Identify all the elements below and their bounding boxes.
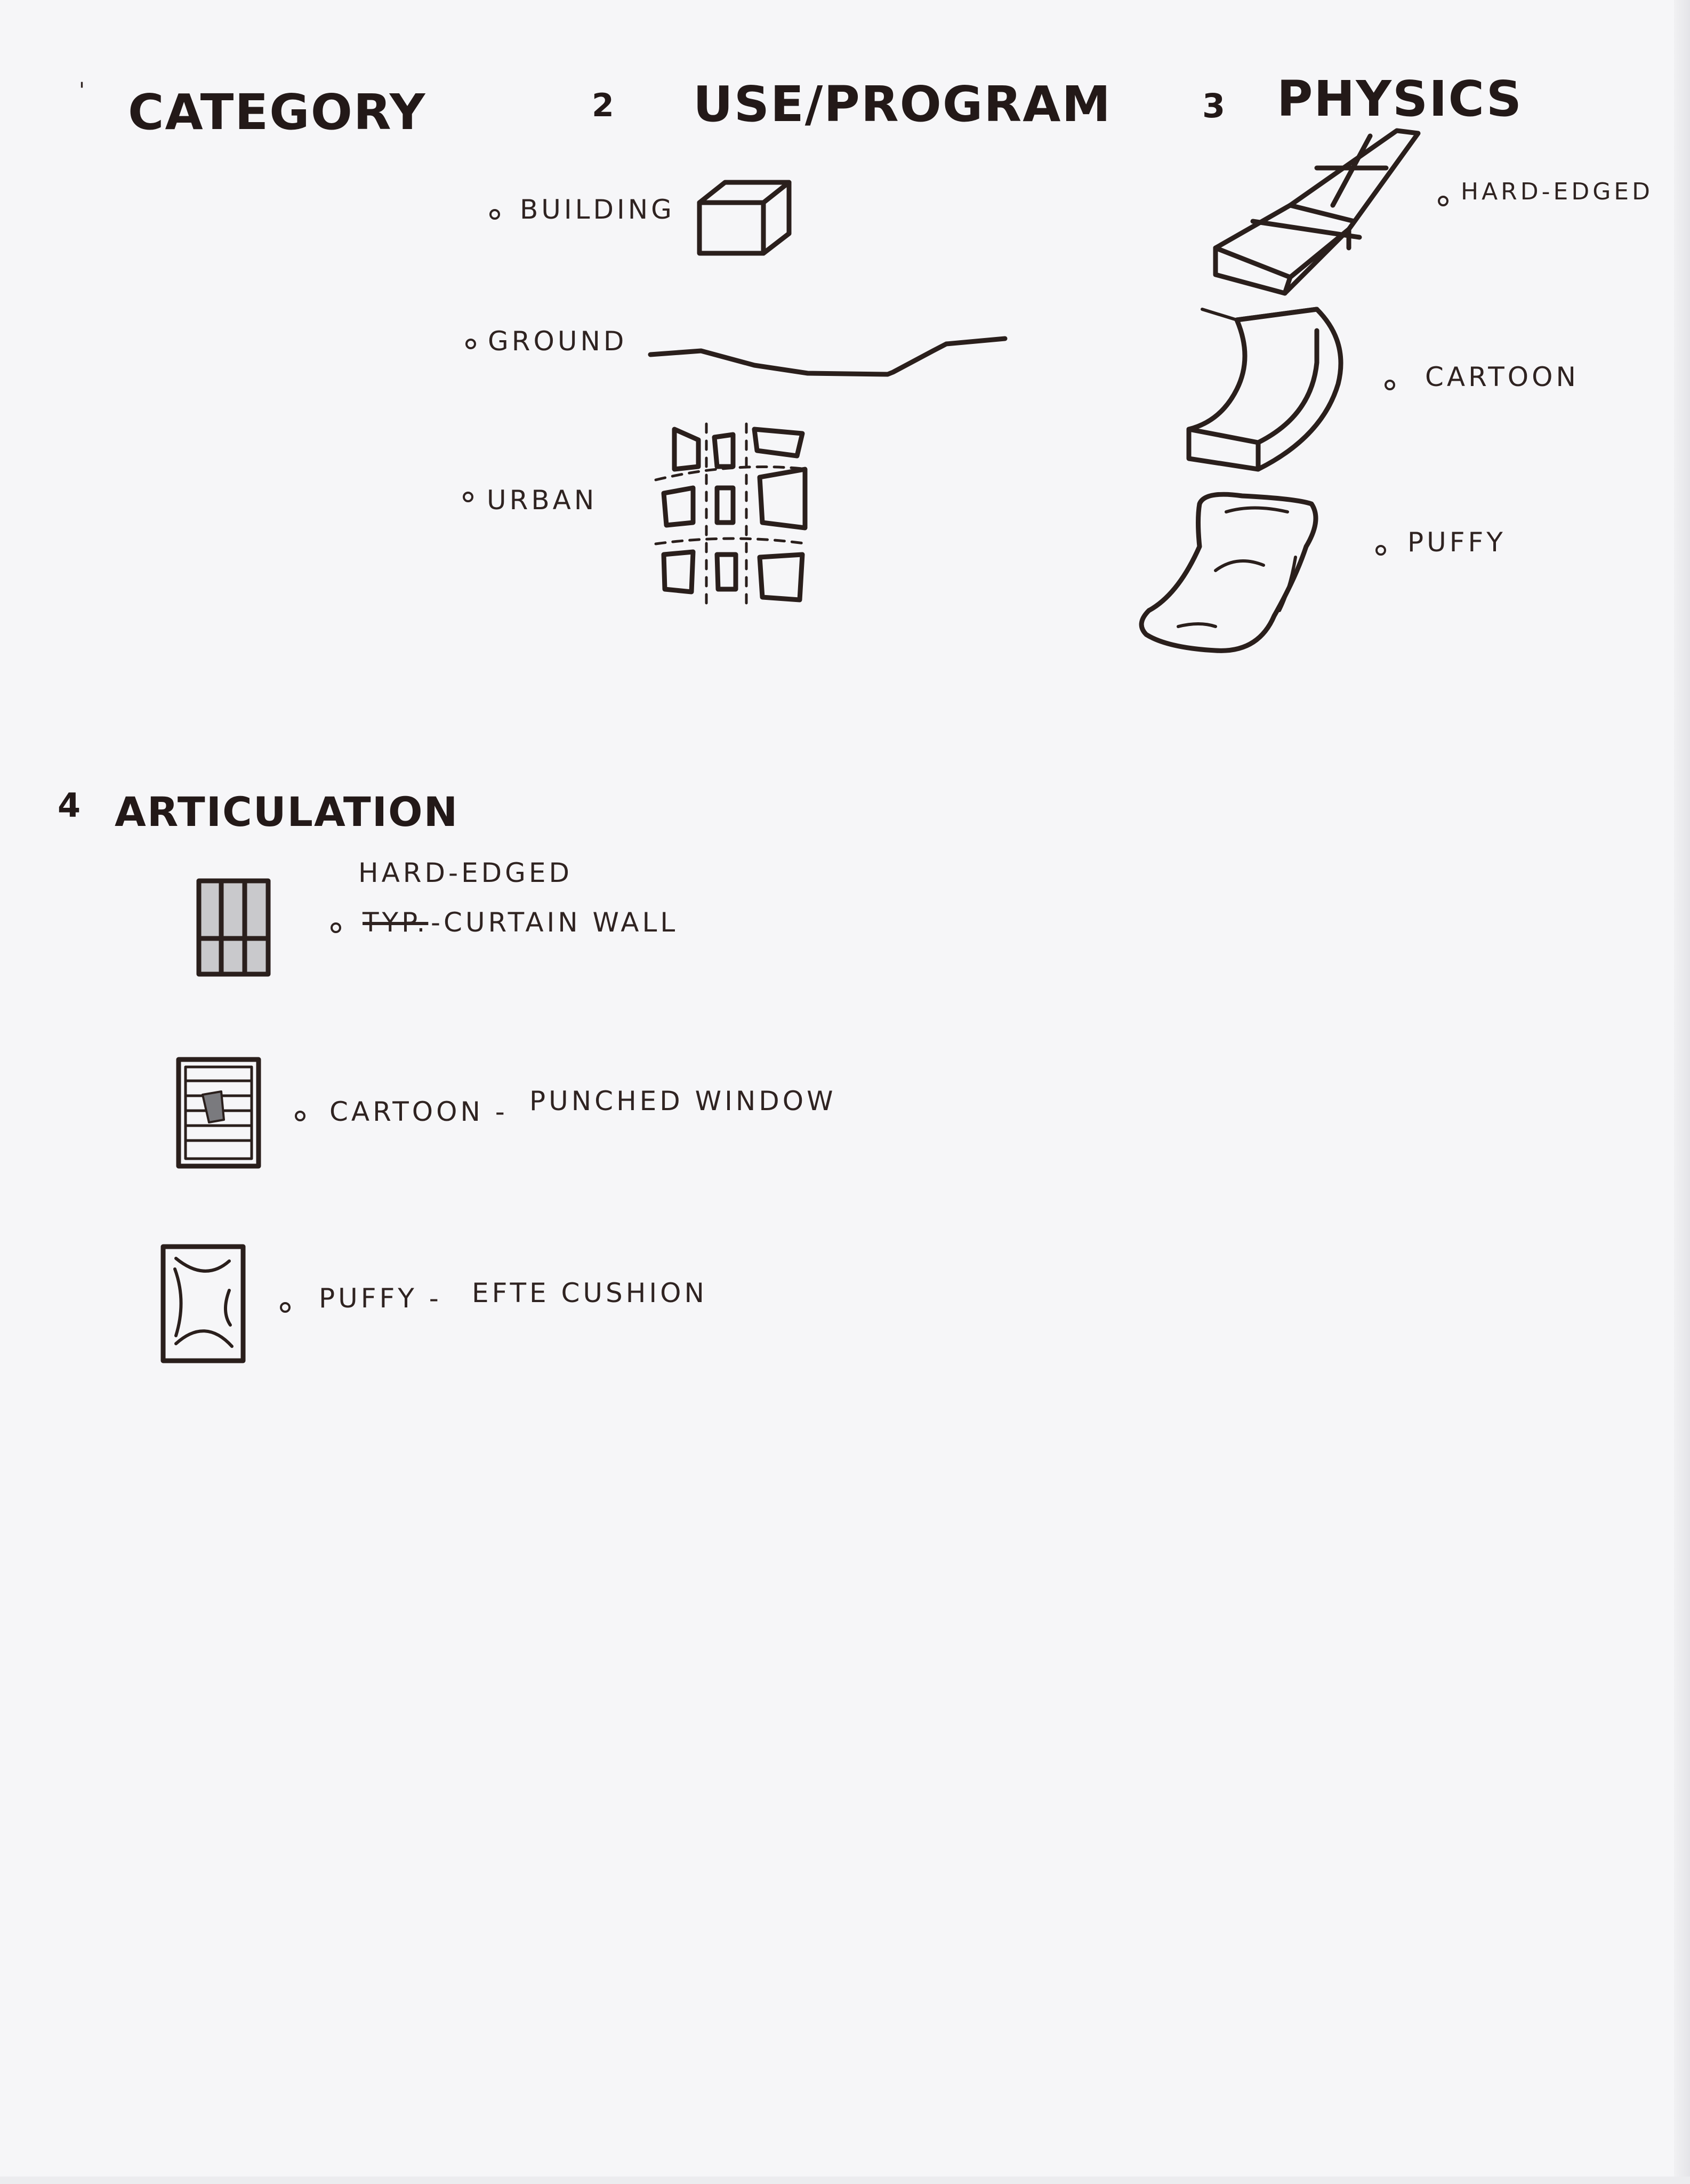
heading-physics-number: 3: [1202, 86, 1227, 125]
articulation-struck-word: TYP.: [363, 907, 429, 938]
bullet: [280, 1302, 291, 1313]
paper-bottom-edge: [0, 2177, 1690, 2184]
physics-item-cartoon: CARTOON: [1425, 362, 1579, 392]
cartoon-curve-sketch-icon: [1184, 299, 1359, 475]
physics-item-puffy: PUFFY: [1407, 527, 1506, 558]
puffy-cushion-sketch-icon: [1136, 488, 1327, 664]
articulation-curtain-wall: -CURTAIN WALL: [431, 907, 679, 938]
heading-use-program: USE/PROGRAM: [693, 76, 1112, 133]
bullet: [489, 209, 500, 220]
ground-line-sketch-icon: [648, 325, 1010, 384]
bullet: [465, 339, 476, 349]
hard-edged-block-sketch-icon: [1210, 125, 1423, 304]
articulation-puffy-label: PUFFY -: [319, 1283, 442, 1314]
heading-category: CATEGORY: [128, 84, 426, 141]
efte-cushion-sketch-icon: [155, 1237, 253, 1368]
bullet: [1438, 196, 1448, 206]
use-item-urban: URBAN: [487, 485, 598, 516]
urban-grid-sketch-icon: [653, 419, 813, 611]
paper-right-edge: [1674, 0, 1690, 2184]
physics-item-hard-edged: HARD-EDGED: [1461, 178, 1653, 205]
bullet: [463, 492, 473, 502]
box-sketch-icon: [693, 176, 800, 261]
articulation-punched-window: PUNCHED WINDOW: [529, 1086, 836, 1117]
punched-window-sketch-icon: [171, 1053, 269, 1170]
heading-category-number: ': [79, 78, 88, 103]
bullet: [295, 1111, 305, 1121]
articulation-efte-cushion: EFTE CUSHION: [472, 1278, 707, 1308]
curtain-wall-sketch-icon: [189, 874, 280, 981]
heading-use-number: 2: [592, 87, 615, 124]
articulation-cartoon-label: CARTOON -: [329, 1096, 508, 1127]
use-item-ground: GROUND: [488, 326, 627, 357]
heading-articulation-number: 4: [58, 786, 82, 825]
bullet: [331, 922, 341, 933]
use-item-building: BUILDING: [520, 194, 675, 225]
heading-articulation: ARTICULATION: [115, 788, 459, 836]
bullet: [1375, 545, 1386, 556]
bullet: [1385, 380, 1395, 390]
articulation-hard-edged-title: HARD-EDGED: [358, 857, 573, 888]
heading-physics: PHYSICS: [1277, 70, 1523, 127]
